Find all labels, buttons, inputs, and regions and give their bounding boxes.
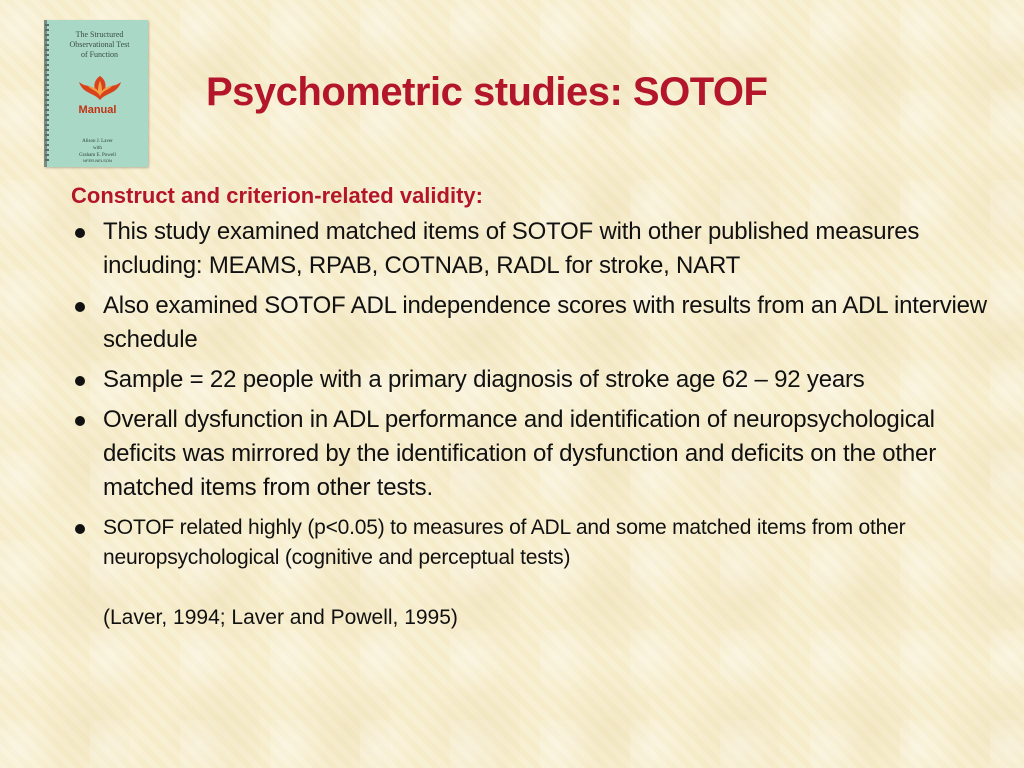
bullet-dot-icon (75, 524, 85, 534)
slide-content (71, 183, 991, 633)
manual-cover-author-2: Graham E. Powell (79, 153, 116, 158)
manual-cover-label: Manual (78, 104, 117, 116)
manual-cover-image (44, 20, 148, 167)
bullet-text: This study examined matched items of SOTOF with other published measures including: MEAMS, RPAB, COTNAB, RADL for stroke, NART (103, 218, 920, 279)
manual-cover-title-line-2: Observational Test (69, 40, 130, 49)
bullet-text: SOTOF related highly (p<0.05) to measures of ADL and some matched items from other neuropsychological (cognitive and perceptual tests) (103, 516, 906, 569)
manual-cover-authors (47, 138, 148, 159)
slide-title: Psychometric studies: SOTOF (206, 70, 768, 114)
bullet-item (71, 215, 991, 283)
bullet-dot-icon (75, 376, 85, 386)
bullet-dot-icon (75, 416, 85, 426)
manual-cover-title (55, 30, 144, 60)
bullet-item (71, 289, 991, 357)
manual-logo-icon (77, 74, 123, 102)
bullet-item (71, 363, 991, 397)
bullet-text: Also examined SOTOF ADL independence scores with results from an ADL interview schedule (103, 292, 987, 353)
citation: (Laver, 1994; Laver and Powell, 1995) (103, 606, 458, 629)
manual-cover-author-1: Alison J. Laver (82, 139, 113, 144)
bullet-item (71, 403, 991, 505)
bullet-text: Sample = 22 people with a primary diagnosis of stroke age 62 – 92 years (103, 366, 865, 393)
manual-cover-title-line-1: The Structured (75, 30, 124, 39)
bullet-dot-icon (75, 228, 85, 238)
bullet-text: Overall dysfunction in ADL performance and identification of neuropsychological deficits was mirrored by the identification of dysfunction and deficits on the other matched items from other tests. (103, 406, 936, 501)
manual-cover-publisher: NFER-NELSON (83, 158, 112, 163)
bullet-list (71, 215, 991, 573)
manual-cover-author-with: with (93, 146, 102, 151)
bullet-dot-icon (75, 302, 85, 312)
manual-cover-title-line-3: of Function (80, 50, 119, 59)
bullet-item (71, 513, 991, 573)
section-subheading: Construct and criterion-related validity: (71, 183, 483, 208)
